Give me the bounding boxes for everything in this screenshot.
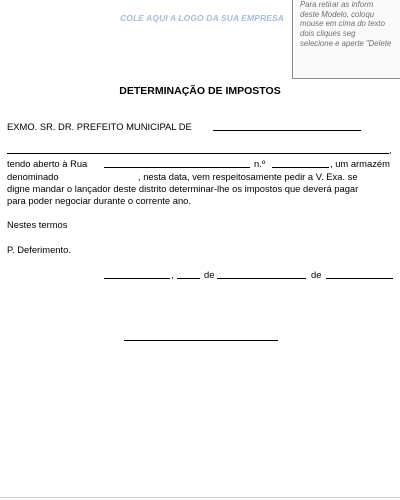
comma-text: , [389, 144, 392, 155]
month-blank[interactable] [217, 278, 306, 279]
date-de: de [311, 269, 322, 280]
request-text: P. Deferimento. [7, 244, 71, 255]
document-title: DETERMINAÇÃO DE IMPOSTOS [119, 85, 281, 97]
body-text: denominado [7, 171, 59, 182]
note-line: Para retirar as inform [300, 0, 374, 9]
note-line: selecione e aperte "Delete [300, 38, 392, 48]
municipality-blank[interactable] [213, 130, 361, 131]
body-text: para poder negociar durante o corrente ano. [7, 195, 191, 206]
year-blank[interactable] [326, 278, 393, 279]
body-text: digne mandar o lançador deste distrito determinar-lhe os impostos que deverá pagar [7, 183, 359, 194]
body-text: n.º [254, 158, 266, 169]
body-text: tendo aberto à Rua [7, 158, 88, 169]
body-text: , nesta data, vem respeitosamente pedir a V. Exa. se [138, 171, 358, 182]
note-line: dois cliques seg [300, 29, 356, 39]
street-blank[interactable] [104, 167, 250, 168]
number-blank[interactable] [272, 167, 329, 168]
logo-placeholder-hint: COLE AQUI A LOGO DA SUA EMPRESA [120, 13, 284, 23]
date-de: de [204, 269, 215, 280]
signature-line[interactable] [124, 340, 278, 341]
body-text: , um armazém [330, 158, 390, 169]
addressee-text: EXMO. SR. DR. PREFEITO MUNICIPAL DE [7, 121, 192, 132]
city-blank[interactable] [104, 278, 170, 279]
closing-text: Nestes termos [7, 219, 68, 230]
page-edge [0, 497, 400, 498]
day-blank[interactable] [177, 278, 200, 279]
note-line: mouse em cima do texto [300, 19, 385, 29]
instruction-note [292, 0, 400, 79]
date-comma: , [171, 269, 174, 280]
name-blank[interactable] [7, 153, 389, 154]
note-line: deste Modelo, coloqu [300, 9, 375, 19]
